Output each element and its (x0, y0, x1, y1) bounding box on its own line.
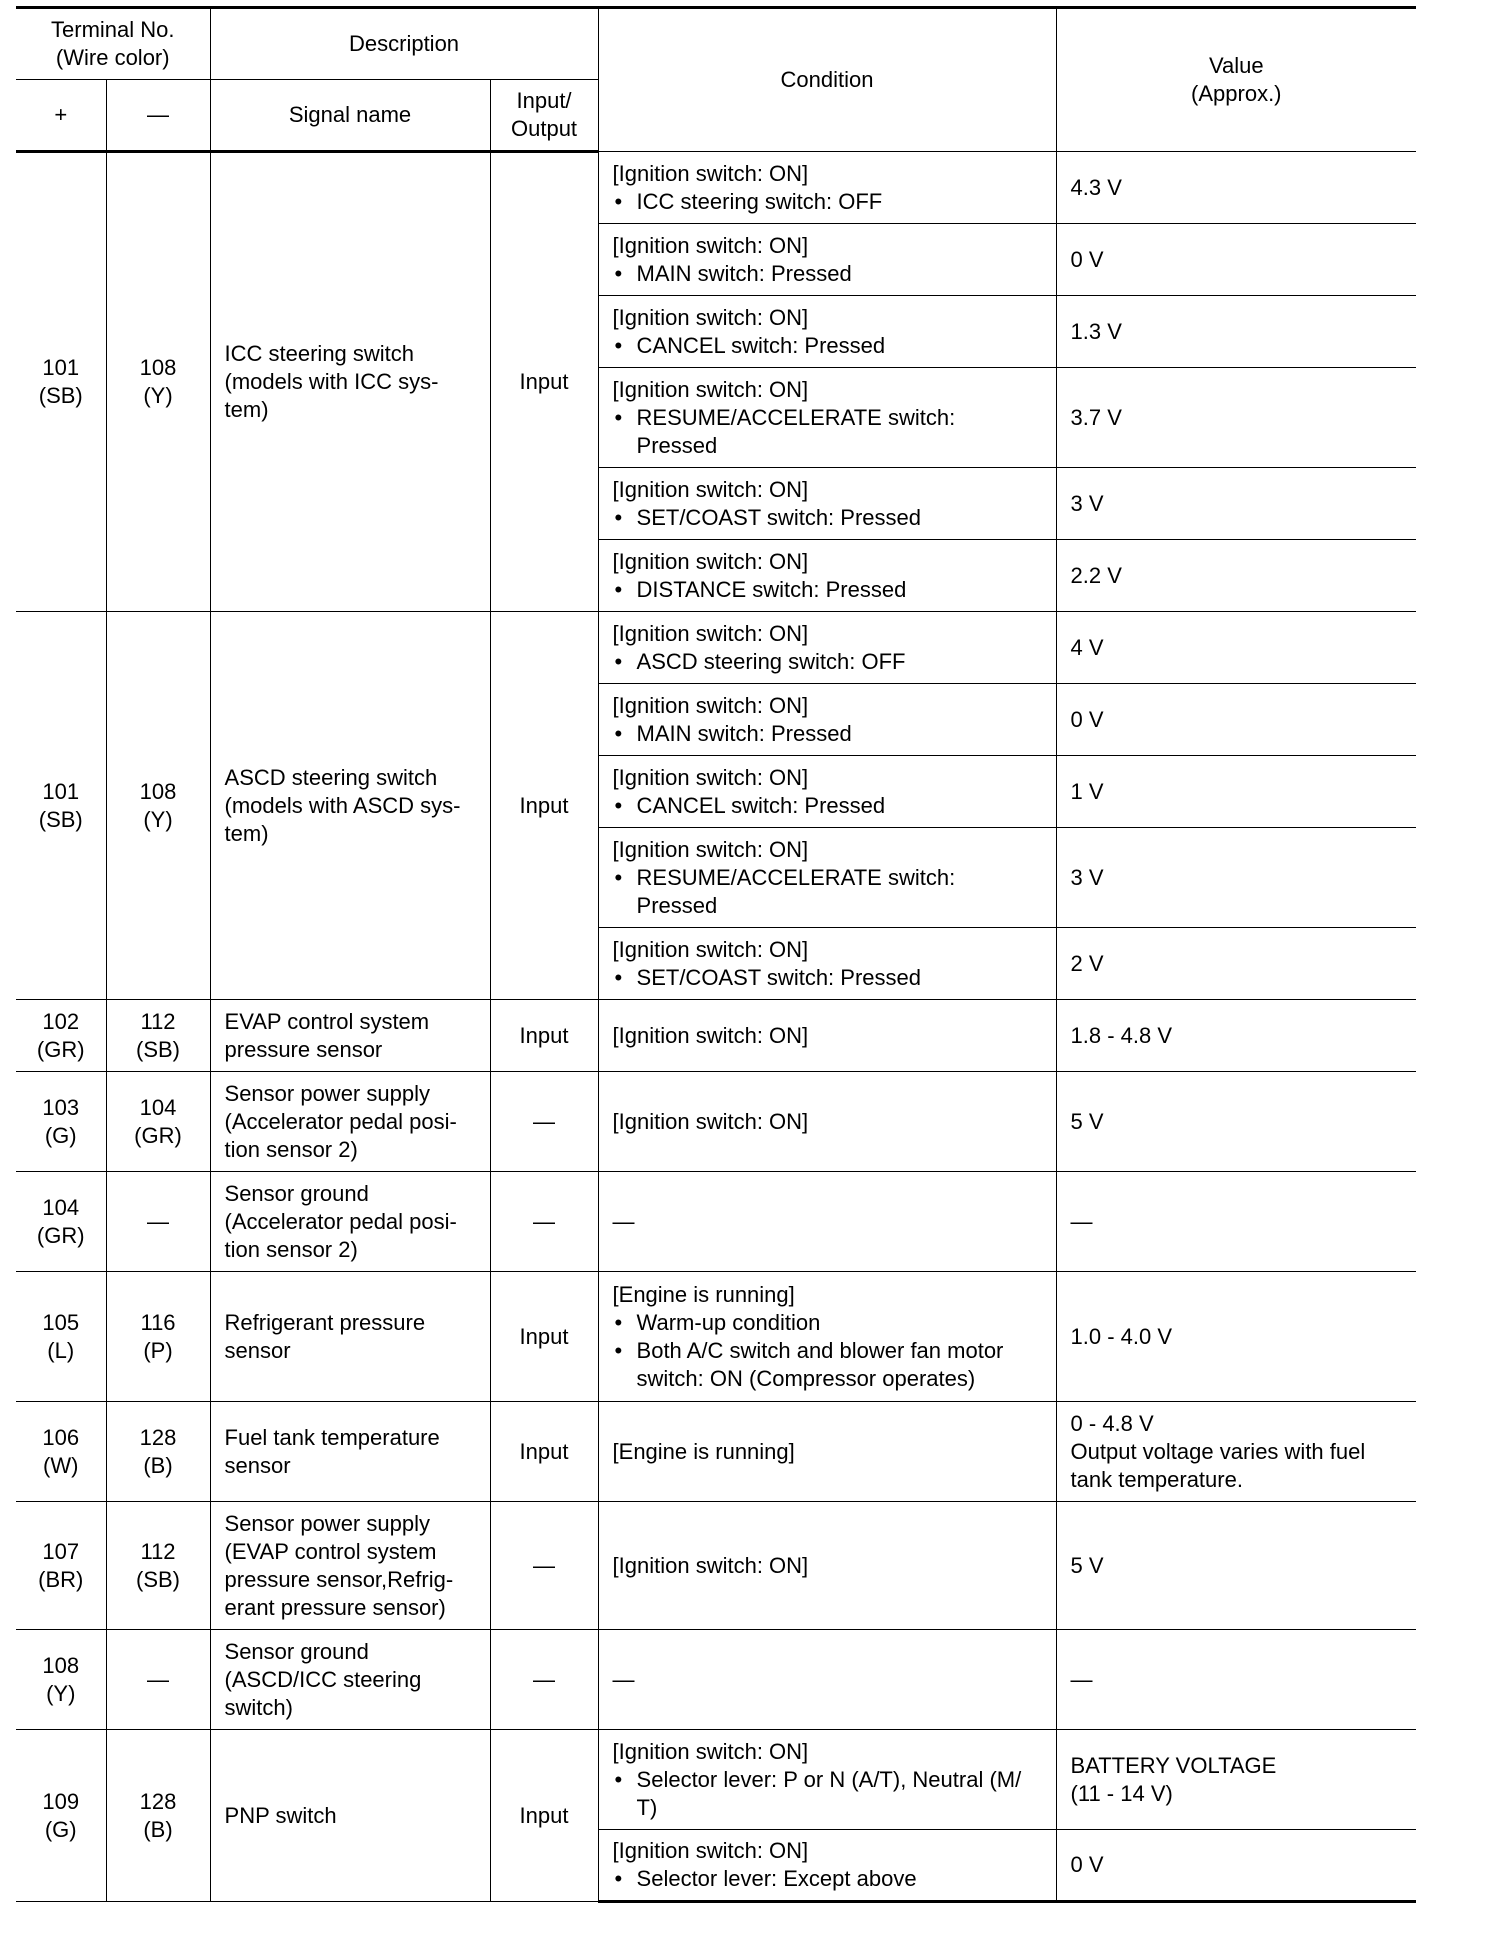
value-cell: BATTERY VOLTAGE (11 - 14 V) (1056, 1730, 1416, 1830)
terminal-value-table (16, 6, 1416, 1903)
table-row (16, 1172, 1416, 1272)
terminal-minus-cell: — (106, 1172, 210, 1272)
header-terminal-no: Terminal No. (Wire color) (16, 8, 210, 80)
condition-cell: [Ignition switch: ON] (598, 1000, 1056, 1072)
value-cell: — (1056, 1630, 1416, 1730)
terminal-plus-cell: 105 (L) (16, 1272, 106, 1402)
condition-cell: [Ignition switch: ON] • MAIN switch: Pressed (598, 224, 1056, 296)
condition-bullet: • ICC steering switch: OFF (613, 188, 1042, 216)
signal-name-cell: Sensor power supply (EVAP control system pressure sensor,Refrig- erant pressure sensor) (210, 1502, 490, 1630)
condition-cell: — (598, 1172, 1056, 1272)
terminal-plus-cell: 106 (W) (16, 1402, 106, 1502)
condition-cell: [Ignition switch: ON] (598, 1072, 1056, 1172)
condition-bullet: • CANCEL switch: Pressed (613, 792, 1042, 820)
signal-name-cell: ICC steering switch (models with ICC sys- tem) (210, 152, 490, 612)
condition-cell: [Ignition switch: ON] • DISTANCE switch: Pressed (598, 540, 1056, 612)
terminal-plus-cell: 101 (SB) (16, 152, 106, 612)
terminal-plus-cell: 102 (GR) (16, 1000, 106, 1072)
condition-cell: [Ignition switch: ON] • CANCEL switch: Pressed (598, 296, 1056, 368)
value-cell: 4 V (1056, 612, 1416, 684)
condition-bullet: • Selector lever: Except above (613, 1865, 1042, 1893)
condition-cell: [Ignition switch: ON] • Selector lever: P or N (A/T), Neutral (M/ T) (598, 1730, 1056, 1830)
terminal-minus-cell: 104 (GR) (106, 1072, 210, 1172)
table-body (16, 152, 1416, 1902)
condition-cell: [Engine is running] • Warm-up condition • Both A/C switch and blower fan motor switch: ON (Compressor operates) (598, 1272, 1056, 1402)
value-cell: 1 V (1056, 756, 1416, 828)
condition-cell: [Ignition switch: ON] • CANCEL switch: Pressed (598, 756, 1056, 828)
value-cell: 2 V (1056, 928, 1416, 1000)
condition-bullet: • ASCD steering switch: OFF (613, 648, 1042, 676)
terminal-plus-cell: 101 (SB) (16, 612, 106, 1000)
value-cell: 4.3 V (1056, 152, 1416, 224)
input-output-cell: — (490, 1072, 598, 1172)
signal-name-cell: PNP switch (210, 1730, 490, 1902)
signal-name-cell: Sensor power supply (Accelerator pedal posi- tion sensor 2) (210, 1072, 490, 1172)
value-cell: 1.3 V (1056, 296, 1416, 368)
condition-cell: [Ignition switch: ON] • ASCD steering switch: OFF (598, 612, 1056, 684)
value-cell: 0 V (1056, 224, 1416, 296)
value-cell: 1.0 - 4.0 V (1056, 1272, 1416, 1402)
value-cell: 0 V (1056, 684, 1416, 756)
signal-name-cell: Refrigerant pressure sensor (210, 1272, 490, 1402)
terminal-plus-cell: 107 (BR) (16, 1502, 106, 1630)
condition-cell: [Ignition switch: ON] (598, 1502, 1056, 1630)
condition-cell: — (598, 1630, 1056, 1730)
value-cell: 0 - 4.8 V Output voltage varies with fuel tank temperature. (1056, 1402, 1416, 1502)
condition-cell: [Ignition switch: ON] • ICC steering switch: OFF (598, 152, 1056, 224)
input-output-cell: — (490, 1172, 598, 1272)
table-row (16, 1630, 1416, 1730)
value-cell: 3.7 V (1056, 368, 1416, 468)
input-output-cell: — (490, 1630, 598, 1730)
input-output-cell: Input (490, 1730, 598, 1902)
value-cell: 0 V (1056, 1830, 1416, 1902)
input-output-cell: Input (490, 1402, 598, 1502)
table-row (16, 1072, 1416, 1172)
header-plus: + (16, 80, 106, 152)
terminal-minus-cell: 108 (Y) (106, 152, 210, 612)
condition-bullet: • MAIN switch: Pressed (613, 720, 1042, 748)
input-output-cell: — (490, 1502, 598, 1630)
condition-bullet: • Warm-up condition (613, 1309, 1042, 1337)
value-cell: 5 V (1056, 1072, 1416, 1172)
input-output-cell: Input (490, 1272, 598, 1402)
signal-name-cell: Fuel tank temperature sensor (210, 1402, 490, 1502)
value-cell: — (1056, 1172, 1416, 1272)
signal-name-cell: EVAP control system pressure sensor (210, 1000, 490, 1072)
condition-bullet: • SET/COAST switch: Pressed (613, 964, 1042, 992)
condition-cell: [Engine is running] (598, 1402, 1056, 1502)
header-value: Value (Approx.) (1056, 8, 1416, 152)
terminal-plus-cell: 109 (G) (16, 1730, 106, 1902)
signal-name-cell: Sensor ground (Accelerator pedal posi- tion sensor 2) (210, 1172, 490, 1272)
condition-cell: [Ignition switch: ON] • RESUME/ACCELERATE switch: Pressed (598, 368, 1056, 468)
terminal-minus-cell: 112 (SB) (106, 1000, 210, 1072)
terminal-minus-cell: 128 (B) (106, 1730, 210, 1902)
table-row (16, 1402, 1416, 1502)
terminal-plus-cell: 108 (Y) (16, 1630, 106, 1730)
condition-bullet: • CANCEL switch: Pressed (613, 332, 1042, 360)
table-row (16, 1502, 1416, 1630)
value-cell: 3 V (1056, 828, 1416, 928)
condition-cell: [Ignition switch: ON] • SET/COAST switch: Pressed (598, 928, 1056, 1000)
header-signal-name: Signal name (210, 80, 490, 152)
header-input-output: Input/ Output (490, 80, 598, 152)
condition-bullet: • DISTANCE switch: Pressed (613, 576, 1042, 604)
table-row (16, 1000, 1416, 1072)
condition-bullet: • RESUME/ACCELERATE switch: Pressed (613, 864, 1042, 920)
condition-bullet: • SET/COAST switch: Pressed (613, 504, 1042, 532)
terminal-minus-cell: 116 (P) (106, 1272, 210, 1402)
condition-bullet: • Both A/C switch and blower fan motor switch: ON (Compressor operates) (613, 1337, 1042, 1393)
condition-bullet: • RESUME/ACCELERATE switch: Pressed (613, 404, 1042, 460)
value-cell: 1.8 - 4.8 V (1056, 1000, 1416, 1072)
input-output-cell: Input (490, 1000, 598, 1072)
terminal-table-sheet (16, 6, 1416, 1903)
terminal-plus-cell: 104 (GR) (16, 1172, 106, 1272)
table-row (16, 1272, 1416, 1402)
input-output-cell: Input (490, 152, 598, 612)
terminal-plus-cell: 103 (G) (16, 1072, 106, 1172)
table-row (16, 152, 1416, 224)
signal-name-cell: Sensor ground (ASCD/ICC steering switch) (210, 1630, 490, 1730)
header-condition: Condition (598, 8, 1056, 152)
value-cell: 2.2 V (1056, 540, 1416, 612)
condition-cell: [Ignition switch: ON] • RESUME/ACCELERATE switch: Pressed (598, 828, 1056, 928)
table-row (16, 1730, 1416, 1830)
terminal-minus-cell: 108 (Y) (106, 612, 210, 1000)
header-description: Description (210, 8, 598, 80)
terminal-minus-cell: — (106, 1630, 210, 1730)
input-output-cell: Input (490, 612, 598, 1000)
condition-cell: [Ignition switch: ON] • MAIN switch: Pressed (598, 684, 1056, 756)
terminal-minus-cell: 128 (B) (106, 1402, 210, 1502)
header-minus: — (106, 80, 210, 152)
condition-bullet: • Selector lever: P or N (A/T), Neutral (M/ T) (613, 1766, 1042, 1822)
value-cell: 3 V (1056, 468, 1416, 540)
condition-cell: [Ignition switch: ON] • Selector lever: Except above (598, 1830, 1056, 1902)
terminal-minus-cell: 112 (SB) (106, 1502, 210, 1630)
condition-cell: [Ignition switch: ON] • SET/COAST switch: Pressed (598, 468, 1056, 540)
value-cell: 5 V (1056, 1502, 1416, 1630)
condition-bullet: • MAIN switch: Pressed (613, 260, 1042, 288)
signal-name-cell: ASCD steering switch (models with ASCD sys- tem) (210, 612, 490, 1000)
table-row (16, 612, 1416, 684)
